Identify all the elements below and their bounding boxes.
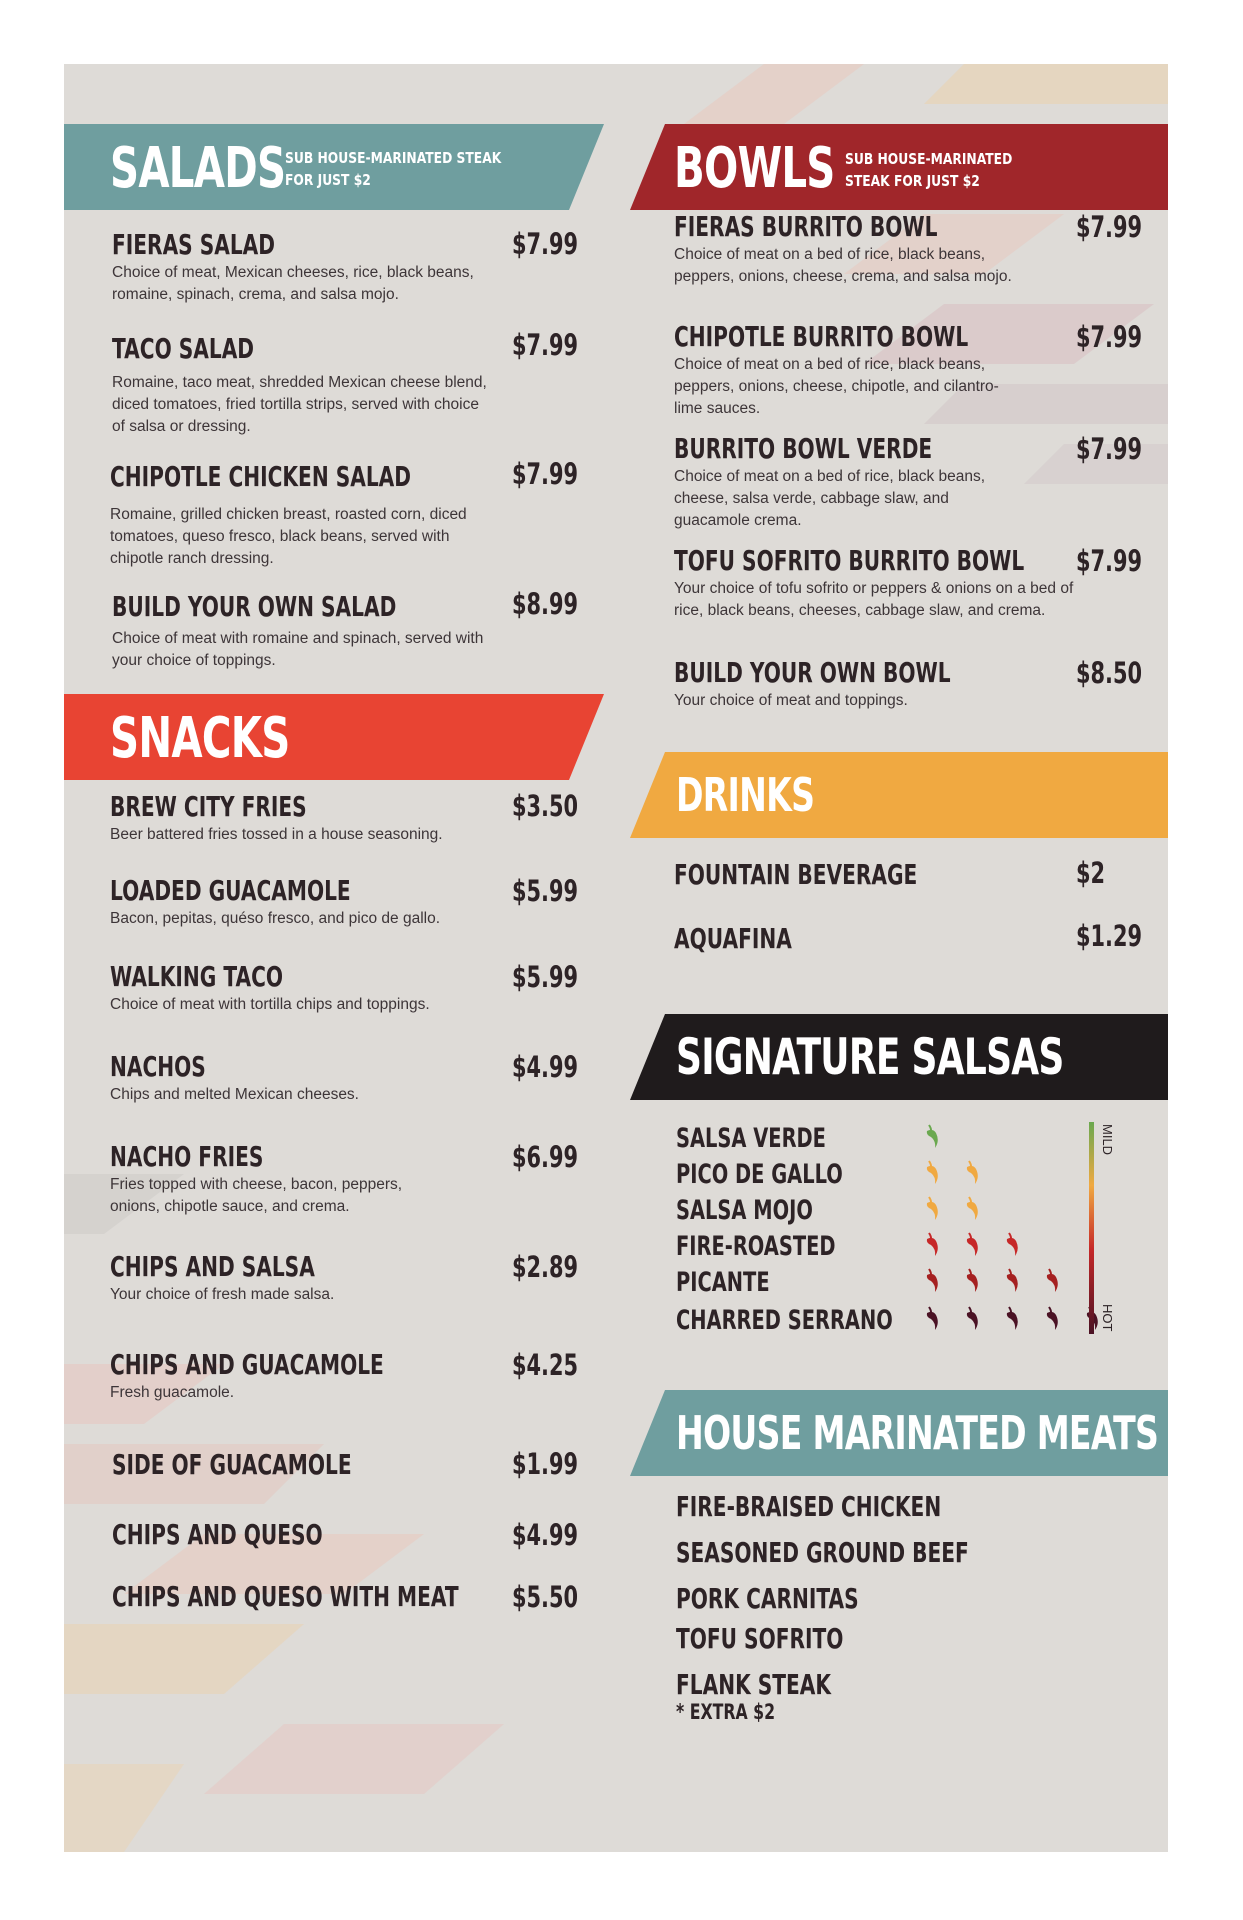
item-price: $5.50 xyxy=(512,1580,579,1614)
salsa-name: PICANTE xyxy=(676,1267,770,1298)
menu-item-fieras-burrito-bowl xyxy=(674,210,1014,288)
item-price: $1.99 xyxy=(512,1447,579,1481)
menu-item-fieras-salad xyxy=(112,228,482,306)
item-price: $8.99 xyxy=(512,587,579,621)
chili-pepper-icon xyxy=(924,1306,942,1332)
chili-pepper-icon xyxy=(924,1160,942,1186)
item-name: NACHOS xyxy=(110,1050,206,1083)
item-description: Choice of meat, Mexican cheeses, rice, black beans, romaine, spinach, crema, and salsa mojo. xyxy=(112,264,474,303)
item-price: $4.25 xyxy=(512,1348,579,1382)
item-description: Romaine, grilled chicken breast, roasted corn, diced tomatoes, queso fresco, black beans, served with chipotle ranch dressing. xyxy=(110,506,467,567)
item-price: $5.99 xyxy=(512,874,579,908)
menu-item-chips-and-salsa xyxy=(110,1250,510,1306)
bowls-header xyxy=(630,124,1168,210)
chili-pepper-icon xyxy=(924,1124,942,1150)
item-description: Your choice of tofu sofrito or peppers & onions on a bed of rice, black beans, cheeses, cabbage slaw, and crema. xyxy=(674,580,1074,619)
salsa-row xyxy=(676,1266,806,1300)
item-description: Romaine, taco meat, shredded Mexican cheese blend, diced tomatoes, fried tortilla strips, served with choice of salsa or dressing. xyxy=(112,374,487,435)
salsa-name: SALSA MOJO xyxy=(676,1195,813,1226)
item-name: TACO SALAD xyxy=(112,332,255,365)
item-name: CHIPOTLE BURRITO BOWL xyxy=(674,320,969,353)
chili-pepper-icon xyxy=(964,1160,982,1186)
chili-pepper-icon xyxy=(1004,1268,1022,1294)
chili-pepper-icon xyxy=(924,1268,942,1294)
salsa-row xyxy=(676,1194,866,1228)
item-name: BURRITO BOWL VERDE xyxy=(674,432,933,465)
item-name: CHIPOTLE CHICKEN SALAD xyxy=(110,460,412,493)
chili-pepper-icon xyxy=(964,1306,982,1332)
drinks-header xyxy=(630,752,1168,838)
heat-scale-bar xyxy=(1086,1122,1098,1334)
item-price: $6.99 xyxy=(512,1140,579,1174)
item-price: $5.99 xyxy=(512,960,579,994)
item-name: FIERAS BURRITO BOWL xyxy=(674,210,938,243)
item-name: FIERAS SALAD xyxy=(112,228,276,261)
menu-item-chipotle-burrito-bowl xyxy=(674,320,1024,420)
salads-header xyxy=(64,124,604,210)
pepper-heat-row xyxy=(924,1124,964,1154)
item-name: CHIPS AND QUESO xyxy=(112,1518,323,1551)
item-name: SIDE OF GUACAMOLE xyxy=(112,1448,352,1481)
salsa-name: SALSA VERDE xyxy=(676,1123,826,1154)
salsa-row xyxy=(676,1158,908,1192)
item-price: $1.29 xyxy=(1076,919,1143,953)
menu-item-chips-and-queso xyxy=(112,1518,512,1552)
bowls-title: BOWLS xyxy=(674,136,835,201)
item-price: $8.50 xyxy=(1076,656,1143,690)
item-description: Your choice of fresh made salsa. xyxy=(110,1286,335,1303)
snacks-title: SNACKS xyxy=(110,706,290,771)
salsas-title: SIGNATURE SALSAS xyxy=(676,1028,1064,1086)
item-description: Your choice of meat and toppings. xyxy=(674,692,908,709)
menu-item-taco-salad xyxy=(112,332,492,438)
salsas-header xyxy=(630,1014,1168,1100)
item-description: Choice of meat on a bed of rice, black beans, peppers, onions, cheese, chipotle, and cilantro-lime sauces. xyxy=(674,356,999,417)
meat-item: SEASONED GROUND BEEF xyxy=(676,1536,969,1569)
item-description: Bacon, pepitas, quéso fresco, and pico de gallo. xyxy=(110,910,441,927)
item-price: $7.99 xyxy=(1076,210,1143,244)
meats-title: HOUSE MARINATED MEATS xyxy=(676,1406,1159,1460)
item-name: CHIPS AND GUACAMOLE xyxy=(110,1348,384,1381)
menu-item-loaded-guacamole xyxy=(110,874,510,930)
item-name: AQUAFINA xyxy=(674,922,792,955)
menu-item-chips-and-guacamole xyxy=(110,1348,510,1404)
heat-scale-hot-label: HOT xyxy=(1100,1304,1115,1332)
menu-item-nacho-fries xyxy=(110,1140,450,1218)
bowls-subtitle-line1: SUB HOUSE-MARINATED xyxy=(845,150,1013,168)
item-description: Fries topped with cheese, bacon, peppers, onions, chipotle sauce, and crema. xyxy=(110,1176,403,1215)
chili-pepper-icon xyxy=(964,1268,982,1294)
menu-item-side-of-guacamole xyxy=(112,1448,512,1482)
item-name: FOUNTAIN BEVERAGE xyxy=(674,858,918,891)
item-name: LOADED GUACAMOLE xyxy=(110,874,351,907)
menu-item-walking-taco xyxy=(110,960,510,1016)
meat-item: FIRE-BRAISED CHICKEN xyxy=(676,1490,942,1523)
item-description: Fresh guacamole. xyxy=(110,1384,235,1401)
item-price: $7.99 xyxy=(1076,544,1143,578)
salsa-name: PICO DE GALLO xyxy=(676,1159,843,1190)
chili-pepper-icon xyxy=(1004,1306,1022,1332)
menu-item-chipotle-chicken-salad xyxy=(110,460,490,570)
item-description: Choice of meat on a bed of rice, black beans, peppers, onions, cheese, crema, and salsa mojo. xyxy=(674,246,1012,285)
meat-item: FLANK STEAK xyxy=(676,1668,832,1701)
menu-item-tofu-sofrito-burrito-bowl xyxy=(674,544,1094,622)
pepper-heat-row xyxy=(924,1232,1044,1262)
item-price: $2 xyxy=(1076,856,1106,890)
menu-item-chips-and-queso-with-meat xyxy=(112,1580,512,1614)
chili-pepper-icon xyxy=(1004,1232,1022,1258)
item-name: CHIPS AND SALSA xyxy=(110,1250,315,1283)
item-name: BUILD YOUR OWN SALAD xyxy=(112,590,397,623)
chili-pepper-icon xyxy=(1044,1306,1062,1332)
salsa-name: CHARRED SERRANO xyxy=(676,1305,893,1336)
menu-page xyxy=(64,64,1168,1852)
item-description: Choice of meat with tortilla chips and toppings. xyxy=(110,996,430,1013)
item-name: BREW CITY FRIES xyxy=(110,790,307,823)
item-description: Choice of meat with romaine and spinach, served with your choice of toppings. xyxy=(112,630,484,669)
menu-item-build-your-own-bowl xyxy=(674,656,1074,712)
item-name: BUILD YOUR OWN BOWL xyxy=(674,656,951,689)
salsa-row xyxy=(676,1122,884,1156)
salads-subtitle-line1: SUB HOUSE-MARINATED STEAK xyxy=(285,149,502,167)
bowls-subtitle-line2: STEAK FOR JUST $2 xyxy=(845,172,980,190)
item-name: TOFU SOFRITO BURRITO BOWL xyxy=(674,544,1025,577)
item-name: CHIPS AND QUESO WITH MEAT xyxy=(112,1580,459,1613)
item-price: $2.89 xyxy=(512,1250,579,1284)
item-price: $3.50 xyxy=(512,789,579,823)
item-description: Chips and melted Mexican cheeses. xyxy=(110,1086,359,1103)
chili-pepper-icon xyxy=(1044,1268,1062,1294)
pepper-heat-row xyxy=(924,1268,1084,1298)
pepper-heat-row xyxy=(924,1196,1004,1226)
item-name: NACHO FRIES xyxy=(110,1140,264,1173)
salsa-row xyxy=(676,1230,898,1264)
item-price: $7.99 xyxy=(1076,320,1143,354)
item-price: $7.99 xyxy=(512,457,579,491)
meat-item: PORK CARNITAS xyxy=(676,1582,859,1615)
item-description: Beer battered fries tossed in a house seasoning. xyxy=(110,826,443,843)
menu-item-burrito-bowl-verde xyxy=(674,432,1024,532)
salads-subtitle-line2: FOR JUST $2 xyxy=(285,171,371,189)
drinks-title: DRINKS xyxy=(676,768,815,822)
heat-scale-mild-label: MILD xyxy=(1100,1124,1115,1156)
item-price: $4.99 xyxy=(512,1518,579,1552)
snacks-header xyxy=(64,694,604,780)
item-price: $7.99 xyxy=(512,328,579,362)
meats-header xyxy=(630,1390,1168,1476)
chili-pepper-icon xyxy=(964,1232,982,1258)
salads-title: SALADS xyxy=(110,136,286,201)
chili-pepper-icon xyxy=(924,1232,942,1258)
menu-item-nachos xyxy=(110,1050,510,1106)
item-price: $7.99 xyxy=(512,227,579,261)
chili-pepper-icon xyxy=(964,1196,982,1222)
menu-item-fountain-beverage xyxy=(674,858,1012,892)
menu-item-build-your-own-salad xyxy=(112,590,492,672)
item-price: $4.99 xyxy=(512,1050,579,1084)
item-name: WALKING TACO xyxy=(110,960,284,993)
menu-item-brew-city-fries xyxy=(110,790,510,846)
pepper-heat-row xyxy=(924,1160,1004,1190)
chili-pepper-icon xyxy=(924,1196,942,1222)
salsa-name: FIRE-ROASTED xyxy=(676,1231,836,1262)
meat-item: TOFU SOFRITO xyxy=(676,1622,844,1655)
menu-item-aquafina xyxy=(674,922,838,956)
item-price: $7.99 xyxy=(1076,432,1143,466)
flank-steak-note: * EXTRA $2 xyxy=(676,1700,776,1724)
item-description: Choice of meat on a bed of rice, black beans, cheese, salsa verde, cabbage slaw, and guacamole crema. xyxy=(674,468,986,529)
